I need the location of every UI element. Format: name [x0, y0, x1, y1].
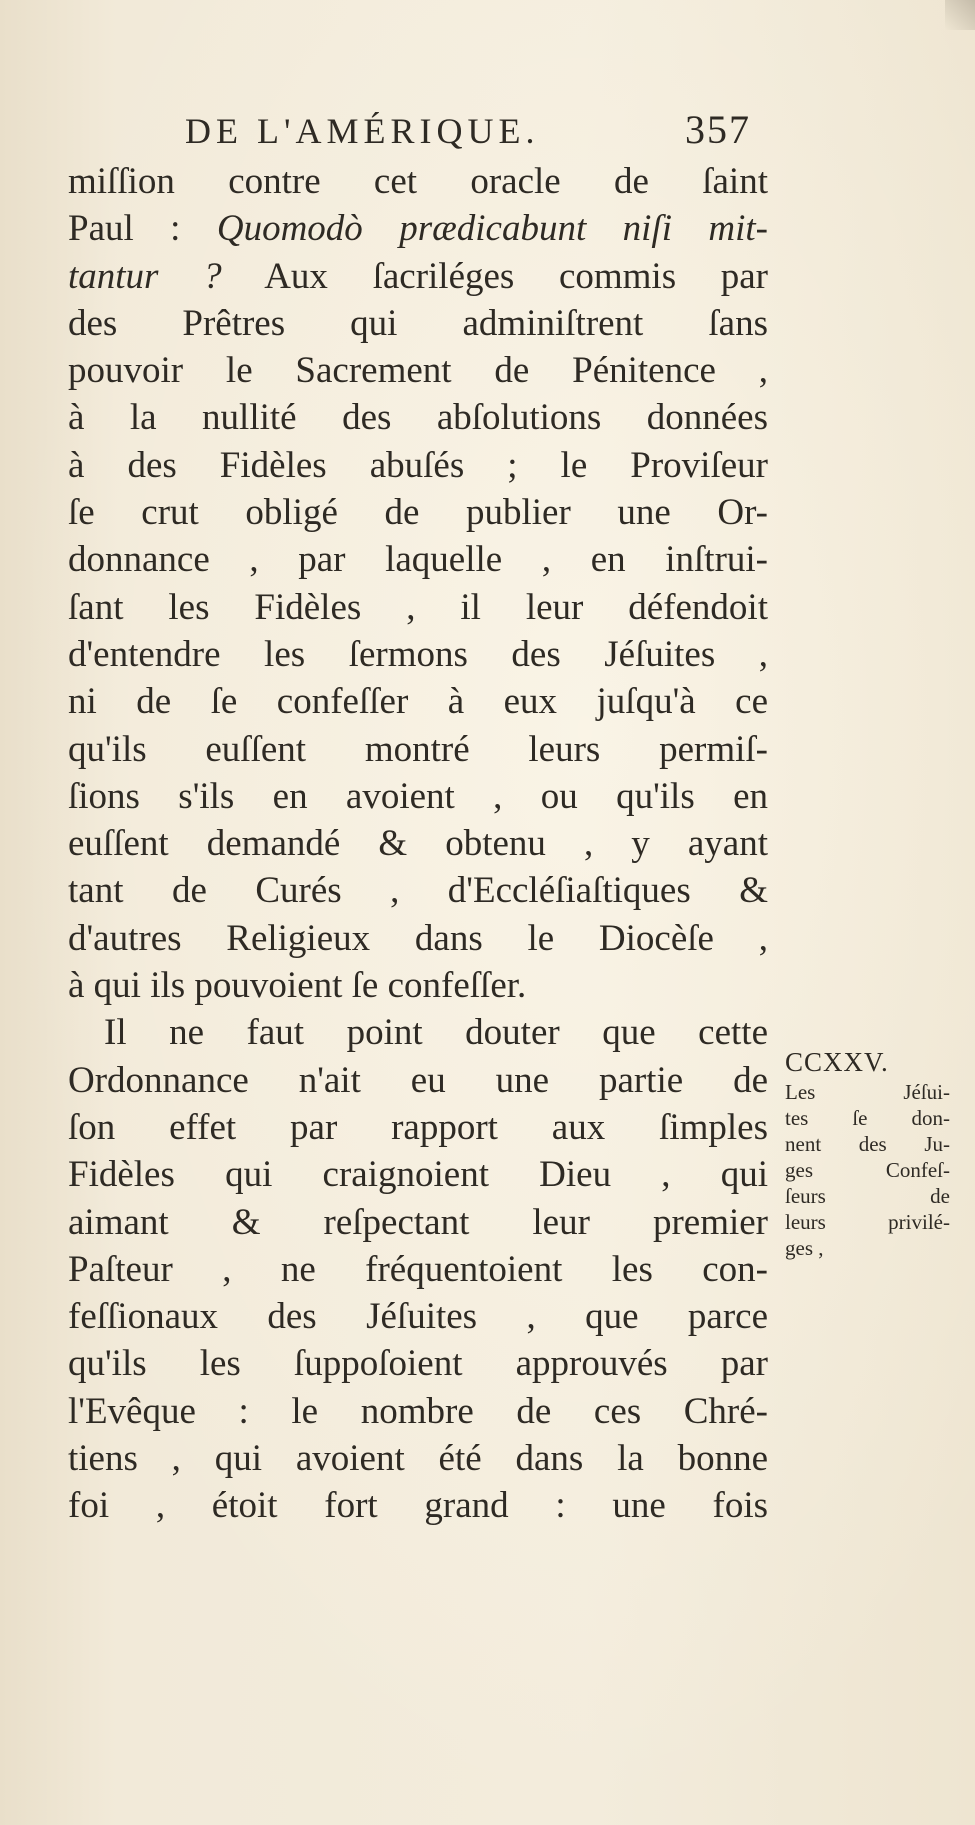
text-line-20: Ordonnance n'ait eu une partie de [68, 1059, 768, 1101]
text-line-18: à qui ils pouvoient ſe confeſſer. [68, 965, 527, 1007]
text-line-25: feſſionaux des Jéſuites , que parce [68, 1296, 768, 1338]
text-line-6: à la nullité des abſolutions données [68, 397, 768, 439]
text-line-17: d'autres Religieux dans le Diocèſe , [68, 917, 768, 959]
text-line-1: miſſion contre cet oracle de ſaint [68, 161, 768, 202]
running-title: DE L'AMÉRIQUE. [185, 111, 540, 151]
page-number: 357 [685, 107, 751, 152]
text-line-2-start: Paul : [68, 208, 217, 250]
text-line-13: qu'ils euſſent montré leurs permiſ- [68, 728, 768, 770]
text-line-2 [68, 205, 768, 252]
margin-note-number: CCXXV. [785, 1047, 889, 1077]
latin-quote-part-2: tantur ? [68, 255, 222, 297]
margin-note-line-3: nent des Ju- [785, 1132, 950, 1156]
margin-note-line-1: Les Jéſui- [785, 1080, 950, 1104]
text-line-22: Fidèles qui craignoient Dieu , qui [68, 1154, 768, 1196]
margin-note-line-4: ges Confeſ- [785, 1158, 950, 1182]
margin-note-line-6: leurs privilé- [785, 1210, 950, 1234]
latin-quote-part-1: Quomodò prædicabunt niſi mit- [216, 208, 768, 250]
text-line-11: d'entendre les ſermons des Jéſuites , [68, 633, 768, 675]
text-line-9: donnance , par laquelle , en inſtrui- [68, 539, 768, 581]
text-line-4: des Prêtres qui adminiſtrent ſans [68, 302, 768, 344]
text-line-15: euſſent demandé & obtenu , y ayant [68, 823, 768, 865]
text-line-8: ſe crut obligé de publier une Or- [68, 492, 768, 534]
text-line-23: aimant & reſpectant leur premier [68, 1201, 768, 1243]
main-text-block [68, 158, 768, 1530]
text-line-5: pouvoir le Sacrement de Pénitence , [68, 350, 768, 392]
text-line-12: ni de ſe confeſſer à eux juſqu'à ce [68, 681, 768, 723]
text-line-26: qu'ils les ſuppoſoient approuvés par [68, 1343, 768, 1385]
text-line-19: Il ne faut point douter que cette [104, 1012, 768, 1054]
text-line-3-rest: Aux ſacriléges commis par [221, 255, 768, 297]
margin-note-line-2: tes ſe don- [785, 1106, 950, 1130]
text-line-10: ſant les Fidèles , il leur défendoit [68, 586, 768, 628]
text-line-28: tiens , qui avoient été dans la bonne [68, 1438, 768, 1480]
text-line-21: ſon effet par rapport aux ſimples [68, 1106, 768, 1148]
text-line-27: l'Evêque : le nombre de ces Chré- [68, 1390, 768, 1432]
margin-note-line-5: ſeurs de [785, 1184, 950, 1208]
margin-note-line-7: ges , [785, 1236, 824, 1260]
text-line-3 [68, 253, 768, 300]
text-line-29: foi , étoit fort grand : une fois [68, 1485, 768, 1527]
page-corner-shadow [945, 0, 975, 30]
text-line-16: tant de Curés , d'Eccléſiaſtiques & [68, 870, 768, 912]
running-head [185, 102, 765, 162]
text-line-7: à des Fidèles abuſés ; le Proviſeur [68, 444, 768, 486]
text-line-24: Paſteur , ne fréquentoient les con- [68, 1248, 768, 1290]
text-line-14: ſions s'ils en avoient , ou qu'ils en [68, 775, 768, 817]
margin-note [785, 1045, 970, 1261]
